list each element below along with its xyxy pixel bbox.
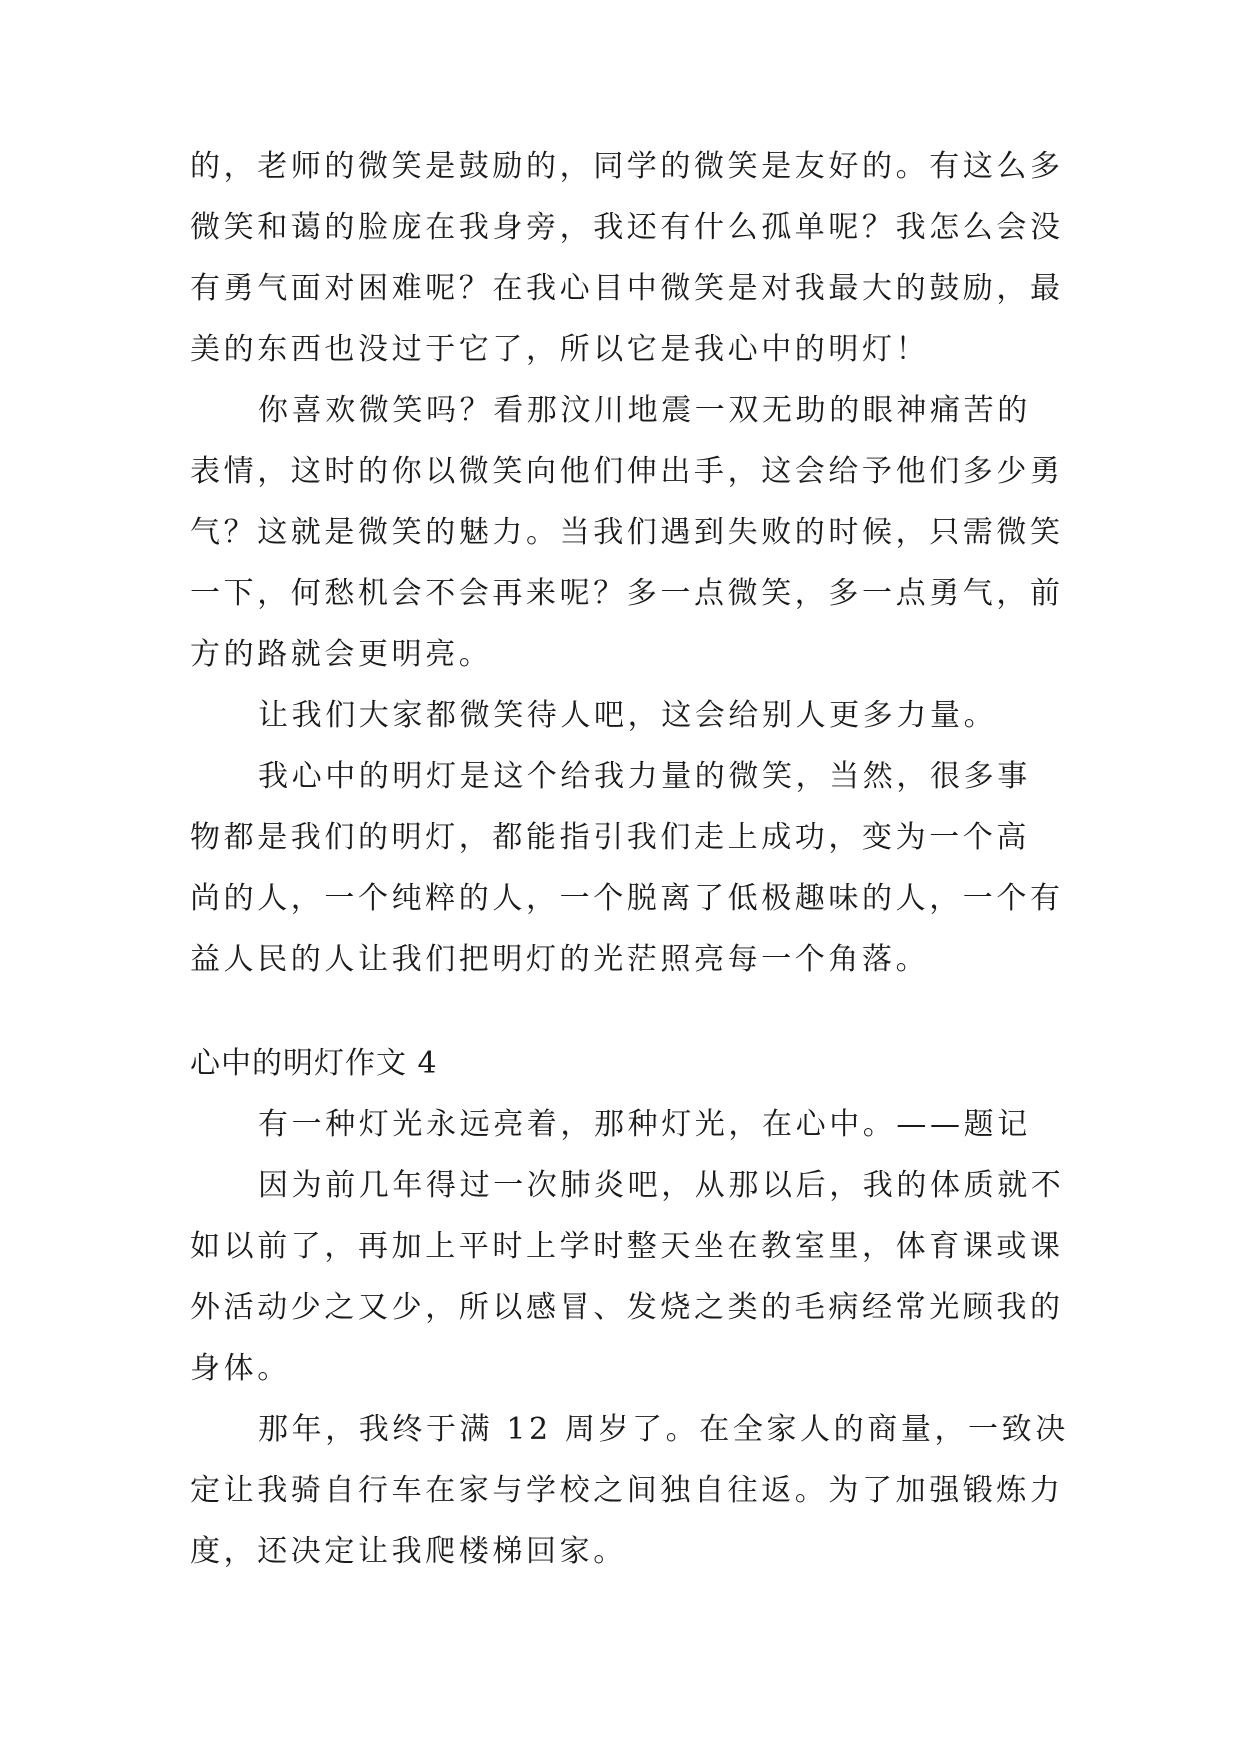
- essay-title: 心中的明灯作文 4: [190, 1046, 438, 1081]
- paragraph-line: 外活动少之又少，所以感冒、发烧之类的毛病经常光顾我的: [190, 1290, 1064, 1325]
- paragraph-line: 方的路就会更明亮。: [190, 637, 493, 672]
- paragraph-line: 身体。: [190, 1351, 291, 1386]
- paragraph-line: 益人民的人让我们把明灯的光茫照亮每一个角落。: [190, 942, 930, 977]
- paragraph-line: 物都是我们的明灯，都能指引我们走上成功，变为一个高: [190, 820, 1030, 855]
- paragraph-first-line: 我心中的明灯是这个给我力量的微笑，当然，很多事: [258, 759, 1031, 794]
- paragraph-line: 定让我骑自行车在家与学校之间独自往返。为了加强锻炼力: [190, 1473, 1064, 1508]
- paragraph-line: 如以前了，再加上平时上学时整天坐在教室里，体育课或课: [190, 1229, 1064, 1264]
- paragraph-line: 气？这就是微笑的魅力。当我们遇到失败的时候，只需微笑: [190, 515, 1064, 550]
- paragraph-line: 尚的人，一个纯粹的人，一个脱离了低极趣味的人，一个有: [190, 881, 1064, 916]
- paragraph-line: 度，还决定让我爬楼梯回家。: [190, 1534, 627, 1569]
- paragraph-first-line: 让我们大家都微笑待人吧，这会给别人更多力量。: [258, 698, 998, 733]
- paragraph-line: 表情，这时的你以微笑向他们伸出手，这会给予他们多少勇: [190, 454, 1064, 489]
- paragraph-line: 一下，何愁机会不会再来呢？多一点微笑，多一点勇气，前: [190, 576, 1064, 611]
- paragraph-line: 美的东西也没过于它了，所以它是我心中的明灯！: [190, 332, 930, 367]
- paragraph-first-line: 你喜欢微笑吗？看那汶川地震一双无助的眼神痛苦的: [258, 393, 1031, 428]
- paragraph-first-line: 因为前几年得过一次肺炎吧，从那以后，我的体质就不: [258, 1168, 1065, 1203]
- paragraph-first-line: 那年，我终于满 12 周岁了。在全家人的商量，一致决: [258, 1412, 1069, 1447]
- paragraph-line: 的，老师的微笑是鼓励的，同学的微笑是友好的。有这么多: [190, 149, 1064, 184]
- paragraph-line: 有勇气面对困难呢？在我心目中微笑是对我最大的鼓励，最: [190, 271, 1064, 306]
- epigraph-line: 有一种灯光永远亮着，那种灯光，在心中。——题记: [258, 1107, 1031, 1142]
- paragraph-line: 微笑和蔼的脸庞在我身旁，我还有什么孤单呢？我怎么会没: [190, 210, 1064, 245]
